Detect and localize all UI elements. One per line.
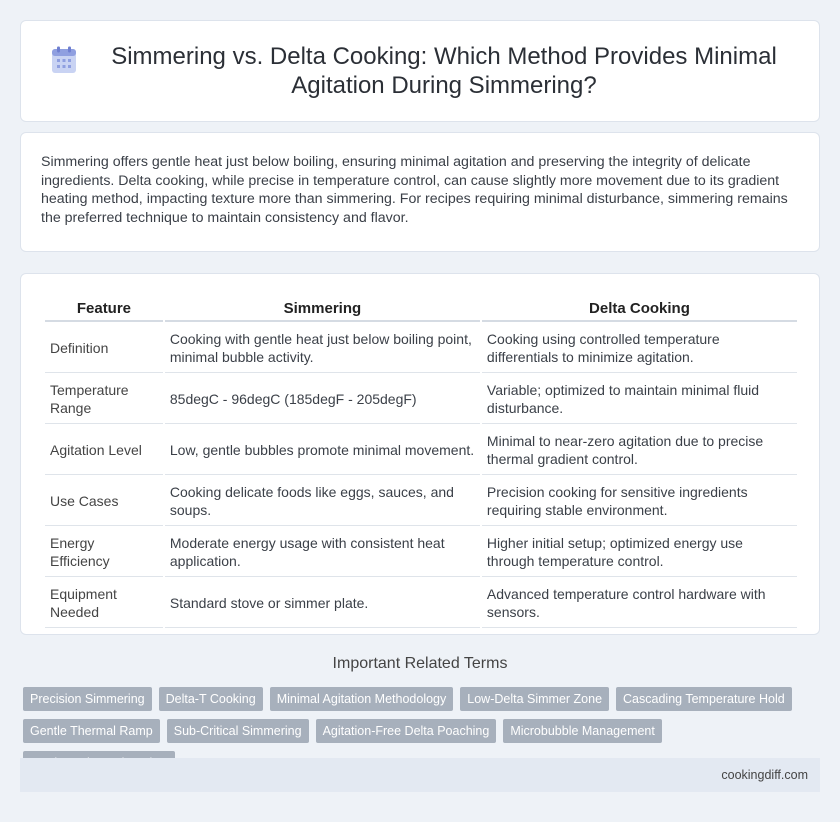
intro-card <box>20 132 820 252</box>
simmering-cell: Moderate energy usage with consistent heat application. <box>165 528 480 577</box>
related-term-tag[interactable]: Agitation-Free Delta Poaching <box>316 719 497 743</box>
related-term-tag[interactable]: Delta-T Cooking <box>159 687 263 711</box>
page-title: Simmering vs. Delta Cooking: Which Method Provides Minimal Agitation During Simmering? <box>111 43 777 99</box>
table-row <box>45 477 797 526</box>
delta-cell: Precision cooking for sensitive ingredients requiring stable environment. <box>482 477 797 526</box>
delta-cell: Cooking using controlled temperature differentials to minimize agitation. <box>482 324 797 373</box>
related-term-tag[interactable]: Cascading Temperature Hold <box>616 687 792 711</box>
header-simmering: Simmering <box>165 296 480 322</box>
simmering-cell: Cooking delicate foods like eggs, sauces, and soups. <box>165 477 480 526</box>
title-wrap <box>21 42 819 100</box>
header-feature: Feature <box>45 296 163 322</box>
related-terms-heading: Important Related Terms <box>332 655 508 672</box>
related-term-tag[interactable]: Low-Delta Simmer Zone <box>460 687 609 711</box>
feature-cell: Energy Efficiency <box>45 528 163 577</box>
table-row <box>45 579 797 628</box>
feature-cell: Equipment Needed <box>45 579 163 628</box>
delta-cell: Variable; optimized to maintain minimal fluid disturbance. <box>482 375 797 424</box>
table-row <box>45 426 797 475</box>
comparison-table <box>43 294 799 630</box>
related-term-tag[interactable]: Sub-Critical Simmering <box>167 719 309 743</box>
related-term-tag[interactable]: Precision Simmering <box>23 687 152 711</box>
delta-cell: Advanced temperature control hardware with sensors. <box>482 579 797 628</box>
simmering-cell: 85degC - 96degC (185degF - 205degF) <box>165 375 480 424</box>
table-row <box>45 528 797 577</box>
delta-cell: Higher initial setup; optimized energy use through temperature control. <box>482 528 797 577</box>
related-term-tag[interactable]: Gentle Thermal Ramp <box>23 719 160 743</box>
related-term-tag[interactable]: Minimal Agitation Methodology <box>270 687 454 711</box>
related-term-tag[interactable]: Microbubble Management <box>503 719 662 743</box>
table-row <box>45 324 797 373</box>
title-card <box>20 20 820 122</box>
feature-cell: Temperature Range <box>45 375 163 424</box>
table-row <box>45 375 797 424</box>
feature-cell: Agitation Level <box>45 426 163 475</box>
delta-cell: Minimal to near-zero agitation due to precise thermal gradient control. <box>482 426 797 475</box>
footer-site-link[interactable]: cookingdiff.com <box>721 768 808 782</box>
feature-cell: Definition <box>45 324 163 373</box>
comparison-card <box>20 273 820 635</box>
simmering-cell: Standard stove or simmer plate. <box>165 579 480 628</box>
intro-paragraph: Simmering offers gentle heat just below boiling, ensuring minimal agitation and preserving the integrity of delicate ingredients. Delta cooking, while precise in temperature control, can cause slightly more movement due to its gradient heating method, impacting texture more than simmering. For recipes requiring minimal disturbance, simmering remains the preferred technique to maintain consistency and flavor. <box>41 154 788 226</box>
footer <box>20 758 820 792</box>
simmering-cell: Cooking with gentle heat just below boiling point, minimal bubble activity. <box>165 324 480 373</box>
header-delta-cooking: Delta Cooking <box>482 296 797 322</box>
simmering-cell: Low, gentle bubbles promote minimal movement. <box>165 426 480 475</box>
table-header-row <box>45 296 797 322</box>
document-icon <box>51 46 77 74</box>
feature-cell: Use Cases <box>45 477 163 526</box>
